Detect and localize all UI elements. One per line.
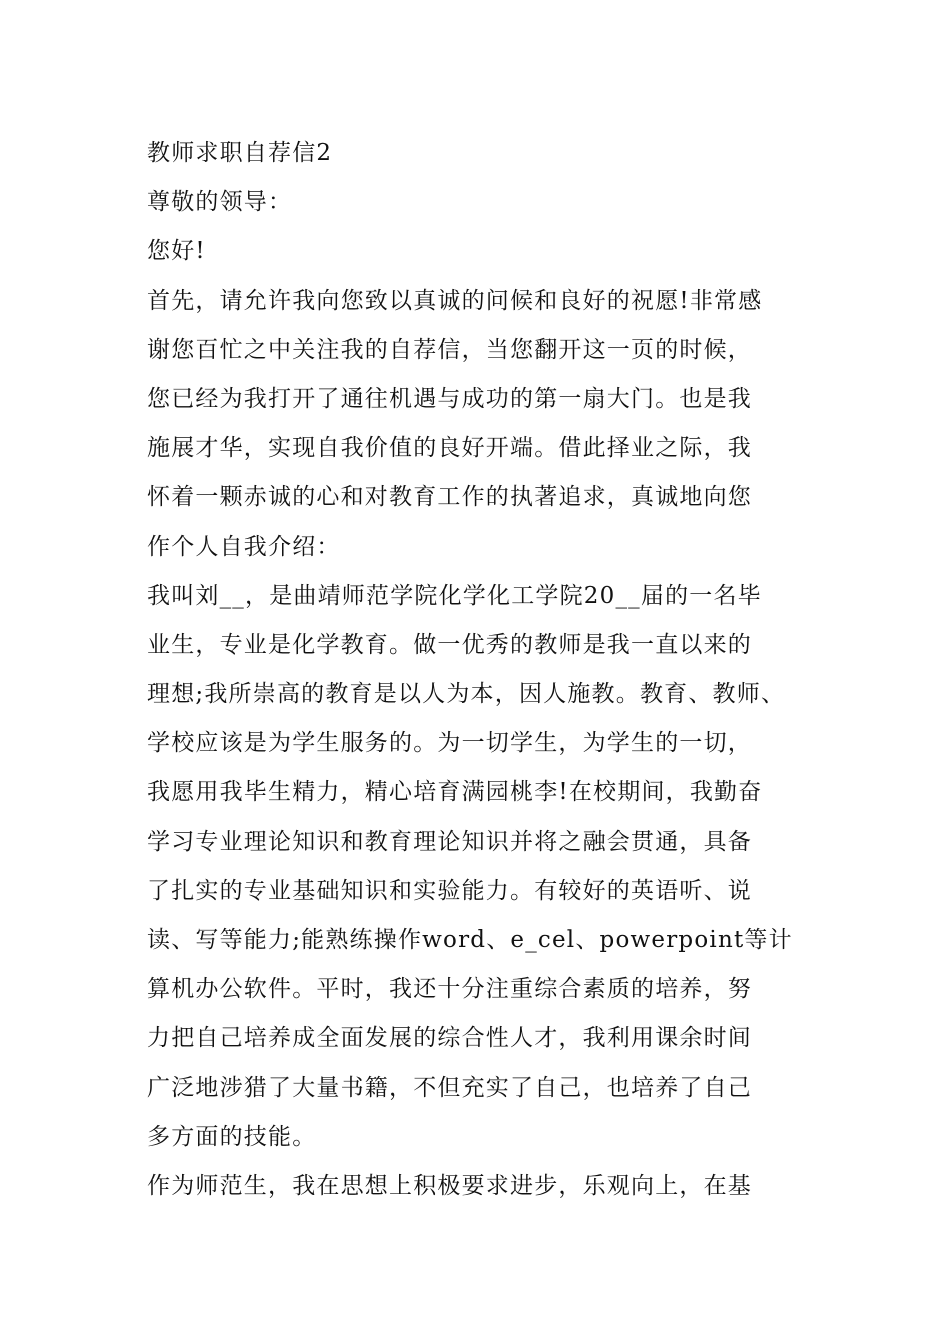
text-line-10: 业生，专业是化学教育。做一优秀的教师是我一直以来的: [147, 631, 752, 658]
text-line-4: 谢您百忙之中关注我的自荐信，当您翻开这一页的时候，: [147, 336, 752, 363]
text-line-3: 首先，请允许我向您致以真诚的问候和良好的祝愿!非常感: [147, 287, 763, 314]
text-line-7: 怀着一颗赤诚的心和对教育工作的执著追求，真诚地向您: [147, 484, 752, 511]
text-line-17: 算机办公软件。平时，我还十分注重综合素质的培养，努: [147, 976, 752, 1003]
text-line-19: 广泛地涉猎了大量书籍，不但充实了自己，也培养了自己: [147, 1074, 752, 1101]
text-line-11: 理想;我所崇高的教育是以人为本，因人施教。教育、教师、: [147, 681, 786, 708]
document-title: 教师求职自荐信2: [147, 140, 333, 166]
text-line-8: 作个人自我介绍：: [147, 533, 341, 560]
text-line-20: 多方面的技能。: [147, 1123, 317, 1150]
text-line-2: 您好!: [147, 238, 206, 265]
text-line-12: 学校应该是为学生服务的。为一切学生，为学生的一切，: [147, 730, 752, 757]
text-line-14: 学习专业理论知识和教育理论知识并将之融会贯通，具备: [147, 828, 752, 855]
text-line-15: 了扎实的专业基础知识和实验能力。有较好的英语听、说: [147, 877, 752, 904]
text-line-1: 尊敬的领导：: [147, 189, 293, 216]
text-line-5: 您已经为我打开了通往机遇与成功的第一扇大门。也是我: [147, 385, 752, 412]
text-line-13: 我愿用我毕生精力，精心培育满园桃李!在校期间，我勤奋: [147, 779, 763, 806]
text-line-9: 我叫刘__，是曲靖师范学院化学化工学院20__届的一名毕: [147, 582, 762, 609]
text-line-16: 读、写等能力;能熟练操作word、e_cel、powerpoint等计: [147, 927, 793, 953]
text-line-6: 施展才华，实现自我价值的良好开端。借此择业之际，我: [147, 435, 752, 462]
text-line-21: 作为师范生，我在思想上积极要求进步，乐观向上，在基: [147, 1172, 752, 1199]
letter-body: [147, 132, 837, 1214]
text-line-18: 力把自己培养成全面发展的综合性人才，我利用课余时间: [147, 1025, 752, 1052]
